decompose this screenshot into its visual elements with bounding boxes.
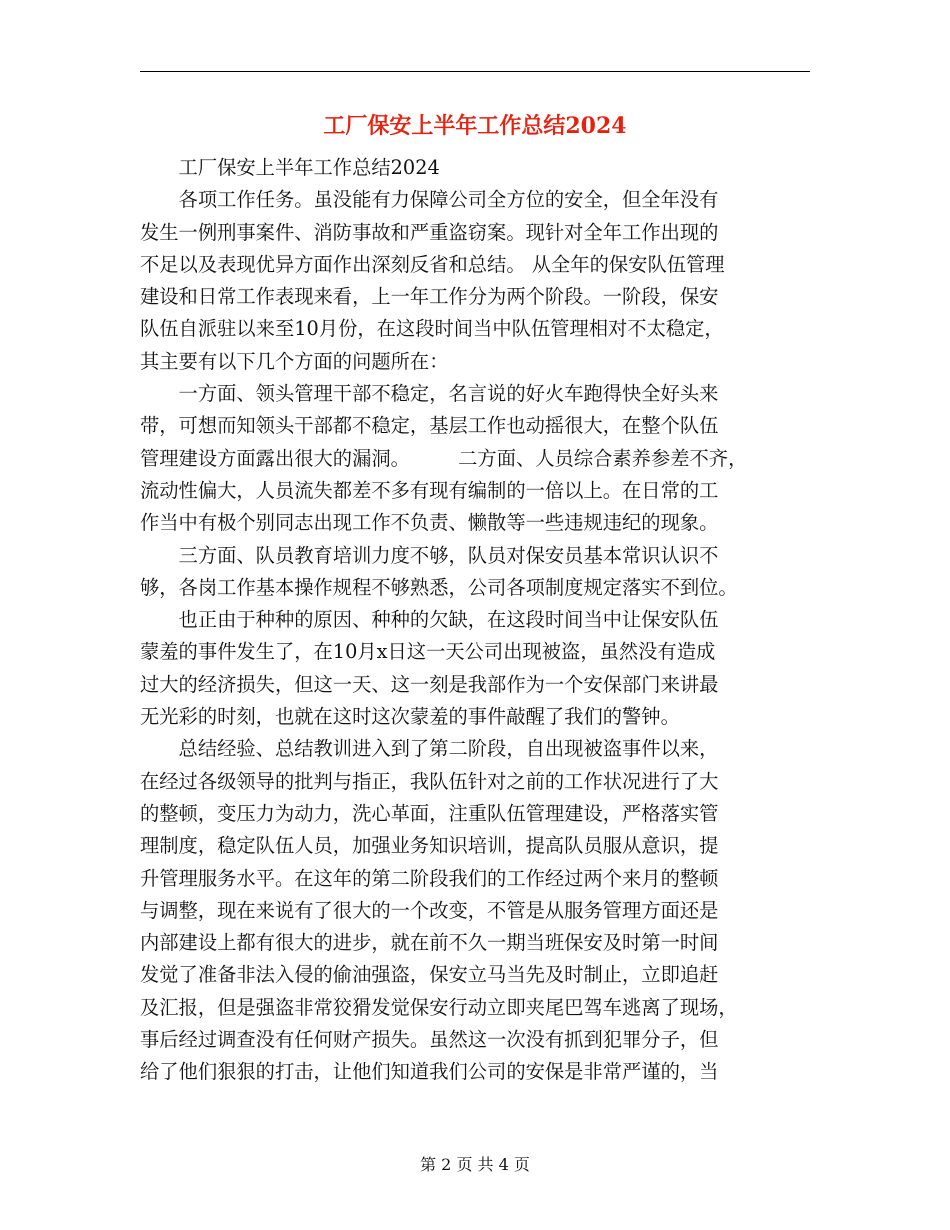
- body-line: 发生一例刑事案件、消防事故和严重盗窃案。现针对全年工作出现的: [140, 220, 719, 244]
- body-line: 在经过各级领导的批判与指正，我队伍针对之前的工作状况进行了大: [140, 769, 719, 793]
- page-number-footer: 第 2 页 共 4 页: [420, 1155, 530, 1174]
- body-line: 发觉了准备非法入侵的偷油强盗，保安立马当先及时制止，立即追赶: [140, 963, 719, 987]
- body-line: 事后经过调查没有任何财产损失。虽然这一次没有抓到犯罪分子，但: [140, 1028, 719, 1052]
- body-line: 理制度，稳定队伍人员，加强业务知识培训，提高队员服从意识，提: [140, 834, 719, 858]
- body-line: 无光彩的时刻，也就在这时这次蒙羞的事件敲醒了我们的警钟。: [140, 705, 680, 729]
- body-line: 升管理服务水平。在这年的第二阶段我们的工作经过两个来月的整顿: [140, 866, 719, 890]
- body-line: 三方面、队员教育培训力度不够，队员对保安员基本常识认识不: [140, 543, 719, 567]
- body-line: 带，可想而知领头干部都不稳定，基层工作也动摇很大，在整个队伍: [140, 414, 719, 438]
- body-line: 过大的经济损失，但这一天、这一刻是我部作为一个安保部门来讲最: [140, 672, 719, 696]
- document-body: [140, 152, 808, 1089]
- body-line: 工厂保安上半年工作总结2024: [140, 156, 440, 179]
- body-line: 够，各岗工作基本操作规程不够熟悉，公司各项制度规定落实不到位。: [140, 575, 738, 599]
- body-line: 的整顿，变压力为动力，洗心革面，注重队伍管理建设，严格落实管: [140, 801, 719, 825]
- body-line: 队伍自派驻以来至10月份，在这段时间当中队伍管理相对不太稳定，: [140, 317, 724, 341]
- body-line: 管理建设方面露出很大的漏洞。 二方面、人员综合素养参差不齐，: [140, 446, 748, 470]
- body-line: 内部建设上都有很大的进步，就在前不久一期当班保安及时第一时间: [140, 931, 719, 955]
- body-line: 蒙羞的事件发生了，在10月x日这一天公司出现被盗，虽然没有造成: [140, 640, 716, 664]
- body-line: 及汇报，但是强盗非常狡猾发觉保安行动立即夹尾巴驾车逃离了现场，: [140, 995, 738, 1019]
- body-line: 流动性偏大，人员流失都差不多有现有编制的一倍以上。在日常的工: [140, 478, 719, 502]
- body-line: 各项工作任务。虽没能有力保障公司全方位的安全，但全年没有: [140, 188, 719, 212]
- body-line: 其主要有以下几个方面的问题所在：: [140, 349, 449, 373]
- document-title: 工厂保安上半年工作总结2024: [323, 113, 627, 139]
- body-line: 也正由于种种的原因、种种的欠缺，在这段时间当中让保安队伍: [140, 608, 719, 632]
- header-rule: [140, 71, 810, 72]
- body-line: 一方面、领头管理干部不稳定，名言说的好火车跑得快全好头来: [140, 382, 719, 406]
- body-line: 不足以及表现优异方面作出深刻反省和总结。 从全年的保安队伍管理: [140, 252, 725, 276]
- body-line: 建设和日常工作表现来看，上一年工作分为两个阶段。一阶段，保安: [140, 285, 719, 309]
- body-line: 与调整，现在来说有了很大的一个改变，不管是从服务管理方面还是: [140, 898, 719, 922]
- body-line: 作当中有极个别同志出现工作不负责、懒散等一些违规违纪的现象。: [140, 511, 719, 535]
- body-line: 总结经验、总结教训进入到了第二阶段，自出现被盗事件以来，: [140, 737, 719, 761]
- body-line: 给了他们狠狠的打击，让他们知道我们公司的安保是非常严谨的，当: [140, 1060, 719, 1084]
